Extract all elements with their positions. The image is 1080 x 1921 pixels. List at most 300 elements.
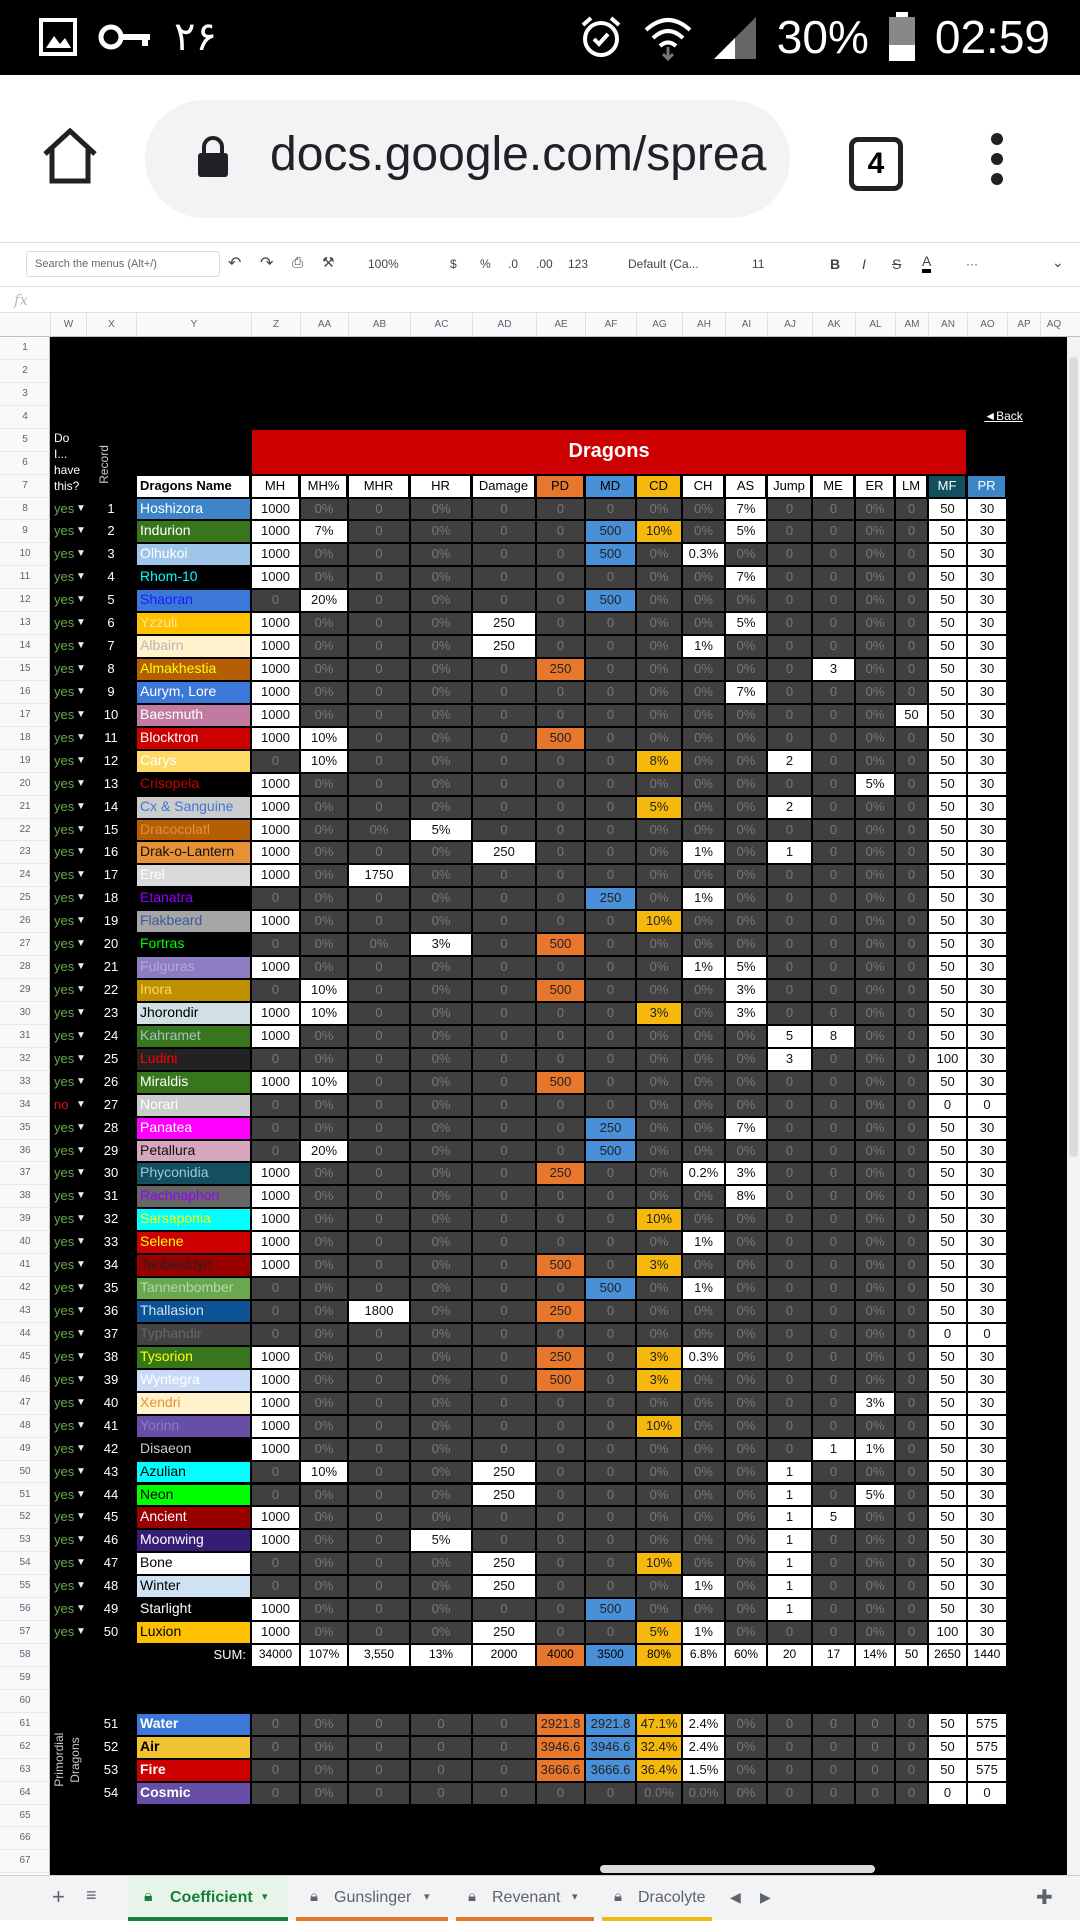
stat-cell[interactable]: 250 [473,1622,535,1643]
stat-cell[interactable]: 0% [637,636,681,657]
record-number[interactable]: 39 [103,1371,119,1387]
stat-cell[interactable]: 250 [473,636,535,657]
record-number[interactable]: 36 [103,1303,119,1319]
stat-cell[interactable]: 10% [301,980,347,1001]
dragon-name[interactable]: Flakbeard [137,911,250,932]
stat-cell[interactable]: 0% [301,1255,347,1276]
dragon-name[interactable]: Tysorion [137,1347,250,1368]
stat-cell[interactable]: 0 [968,1324,1006,1345]
stat-cell[interactable]: 30 [968,636,1006,657]
stat-cell[interactable]: 10% [637,521,681,542]
dragon-name[interactable]: Yorinn [137,1416,250,1437]
stat-cell[interactable]: 50 [929,728,966,749]
stat-cell[interactable]: 0% [856,842,894,863]
stat-cell[interactable]: 10% [301,1462,347,1483]
stat-cell[interactable]: 0% [726,1072,766,1093]
stat-cell[interactable]: 30 [968,1141,1006,1162]
stat-cell[interactable]: 0% [411,980,471,1001]
stat-cell[interactable]: 0% [301,1370,347,1391]
stat-cell[interactable]: 0% [411,1095,471,1116]
dropdown-arrow-icon[interactable]: ▼ [76,708,86,720]
back-link[interactable]: ◄Back [984,408,1023,423]
stat-cell[interactable]: 10% [301,1072,347,1093]
stat-cell[interactable]: 0% [683,613,724,634]
stat-cell[interactable]: 0% [411,1026,471,1047]
dropdown-arrow-icon[interactable]: ▼ [76,1305,86,1317]
row-header[interactable]: 60 [0,1690,50,1713]
stat-cell[interactable]: 250 [537,659,584,680]
stat-cell[interactable]: 0 [473,567,535,588]
stat-cell[interactable]: 0 [813,1255,854,1276]
stat-cell[interactable]: 0 [813,1003,854,1024]
row-header[interactable]: 43 [0,1300,50,1323]
stat-cell[interactable]: 0% [301,797,347,818]
row-header[interactable]: 6 [0,452,50,475]
stat-cell[interactable]: 0 [473,682,535,703]
stat-cell[interactable]: 50 [929,1737,966,1758]
stat-cell[interactable]: 0 [537,888,584,909]
sum-cell[interactable]: 14% [856,1645,894,1666]
stat-cell[interactable]: 0 [586,613,635,634]
stat-cell[interactable]: 1000 [252,1026,299,1047]
stat-cell[interactable]: 5% [726,957,766,978]
have-select[interactable]: no [54,1096,69,1112]
stat-cell[interactable]: 250 [473,1553,535,1574]
sum-cell[interactable]: 2000 [473,1645,535,1666]
stat-cell[interactable]: 1000 [252,820,299,841]
stat-cell[interactable]: 0% [726,751,766,772]
stat-cell[interactable]: 5% [637,797,681,818]
stat-cell[interactable]: 0 [768,521,811,542]
stat-cell[interactable]: 50 [929,521,966,542]
stat-cell[interactable]: 0 [813,1324,854,1345]
stat-cell[interactable]: 0% [301,1760,347,1781]
record-number[interactable]: 27 [103,1096,119,1112]
stat-cell[interactable]: 0% [683,774,724,795]
stat-cell[interactable]: 0 [768,567,811,588]
stat-cell[interactable]: 10% [301,751,347,772]
stat-cell[interactable]: 50 [929,842,966,863]
have-select[interactable]: yes [54,1142,75,1158]
stat-cell[interactable]: 0% [856,1209,894,1230]
row-header[interactable]: 38 [0,1185,50,1208]
stat-cell[interactable]: 0 [537,797,584,818]
spreadsheet-grid[interactable] [0,313,1080,1875]
stat-cell[interactable]: 1% [683,888,724,909]
record-number[interactable]: 5 [107,592,115,608]
record-number[interactable]: 11 [104,729,118,745]
stat-cell[interactable]: 0 [813,1576,854,1597]
stat-cell[interactable]: 10% [637,1209,681,1230]
column-label[interactable]: ME [813,476,854,497]
stat-cell[interactable]: 0 [349,1485,409,1506]
stat-cell[interactable]: 0% [856,1186,894,1207]
stat-cell[interactable]: 0% [637,1278,681,1299]
stat-cell[interactable]: 5% [637,1622,681,1643]
have-select[interactable]: yes [54,1211,75,1227]
stat-cell[interactable]: 0% [726,1049,766,1070]
stat-cell[interactable]: 0% [726,911,766,932]
row-header[interactable]: 25 [0,887,50,910]
stat-cell[interactable]: 0 [929,1783,966,1804]
stat-cell[interactable]: 0 [586,1393,635,1414]
record-number[interactable]: 29 [103,1142,119,1158]
record-number[interactable]: 15 [103,821,119,837]
stat-cell[interactable]: 0 [349,1507,409,1528]
dropdown-arrow-icon[interactable]: ▼ [76,1121,86,1133]
stat-cell[interactable]: 0% [726,1553,766,1574]
stat-cell[interactable]: 0% [856,911,894,932]
stat-cell[interactable]: 0 [349,705,409,726]
stat-cell[interactable]: 0 [813,1072,854,1093]
stat-cell[interactable]: 3% [726,980,766,1001]
row-header[interactable]: 48 [0,1415,50,1438]
dragon-name[interactable]: Phyconidia [137,1163,250,1184]
stat-cell[interactable]: 0 [537,544,584,565]
sum-cell[interactable]: 60% [726,1645,766,1666]
stat-cell[interactable]: 0 [768,705,811,726]
stat-cell[interactable]: 0 [813,1163,854,1184]
stat-cell[interactable]: 0% [637,774,681,795]
stat-cell[interactable]: 0 [768,1163,811,1184]
sum-cell[interactable]: 34000 [252,1645,299,1666]
stat-cell[interactable]: 0 [473,521,535,542]
stat-cell[interactable]: 0% [637,1599,681,1620]
row-header[interactable]: 54 [0,1552,50,1575]
record-number[interactable]: 33 [103,1234,119,1250]
stat-cell[interactable]: 0% [411,1232,471,1253]
stat-cell[interactable]: 30 [968,1439,1006,1460]
caret-down-icon[interactable]: ▾ [262,1891,268,1903]
stat-cell[interactable]: 0% [856,1232,894,1253]
stat-cell[interactable]: 0% [411,888,471,909]
dropdown-arrow-icon[interactable]: ▼ [76,938,86,950]
stat-cell[interactable]: 0 [537,1507,584,1528]
row-header[interactable]: 56 [0,1598,50,1621]
stat-cell[interactable]: 500 [537,728,584,749]
sum-cell[interactable]: 20 [768,1645,811,1666]
stat-cell[interactable]: 50 [929,613,966,634]
stat-cell[interactable]: 0 [929,1324,966,1345]
stat-cell[interactable]: 0% [349,934,409,955]
stat-cell[interactable]: 0 [813,1370,854,1391]
stat-cell[interactable]: 0 [473,1347,535,1368]
row-header[interactable]: 8 [0,498,50,521]
stat-cell[interactable]: 0% [411,1370,471,1391]
dragon-name[interactable]: Ludini [137,1049,250,1070]
have-select[interactable]: yes [54,729,75,745]
stat-cell[interactable]: 0% [726,888,766,909]
stat-cell[interactable]: 0% [411,1507,471,1528]
have-select[interactable]: yes [54,775,75,791]
stat-cell[interactable]: 7% [301,521,347,542]
stat-cell[interactable]: 0% [637,1072,681,1093]
stat-cell[interactable]: 0 [896,1255,927,1276]
stat-cell[interactable]: 0 [896,1095,927,1116]
have-select[interactable]: yes [54,1004,75,1020]
stat-cell[interactable]: 0 [349,1393,409,1414]
stat-cell[interactable]: 0 [768,613,811,634]
stat-cell[interactable]: 0% [856,751,894,772]
stat-cell[interactable]: 0% [726,1507,766,1528]
stat-cell[interactable]: 1000 [252,1255,299,1276]
stat-cell[interactable]: 0 [473,1760,535,1781]
stat-cell[interactable]: 10% [637,1553,681,1574]
stat-cell[interactable]: 0 [813,1485,854,1506]
stat-cell[interactable]: 0% [726,774,766,795]
have-select[interactable]: yes [54,1394,75,1410]
stat-cell[interactable]: 0 [929,1095,966,1116]
stat-cell[interactable]: 0% [301,1278,347,1299]
stat-cell[interactable]: 0 [813,1737,854,1758]
have-select[interactable]: yes [54,1257,75,1273]
stat-cell[interactable]: 0% [301,957,347,978]
stat-cell[interactable]: 0 [586,842,635,863]
stat-cell[interactable]: 0% [856,590,894,611]
stat-cell[interactable]: 0% [411,1553,471,1574]
stat-cell[interactable]: 0% [301,1163,347,1184]
stat-cell[interactable]: 0% [683,934,724,955]
stat-cell[interactable]: 500 [537,1255,584,1276]
stat-cell[interactable]: 0 [896,888,927,909]
dragon-name[interactable]: Norari [137,1095,250,1116]
dropdown-arrow-icon[interactable]: ▼ [76,984,86,996]
row-header[interactable]: 5 [0,429,50,452]
stat-cell[interactable]: 0% [856,865,894,886]
stat-cell[interactable]: 0% [856,820,894,841]
stat-cell[interactable]: 0% [411,567,471,588]
dragon-name[interactable]: Carys [137,751,250,772]
stat-cell[interactable]: 0% [726,1301,766,1322]
stat-cell[interactable]: 0% [683,728,724,749]
stat-cell[interactable]: 0 [537,1026,584,1047]
stat-cell[interactable]: 500 [586,1599,635,1620]
dragon-name[interactable]: Bone [137,1553,250,1574]
stat-cell[interactable]: 0% [726,1530,766,1551]
dragon-name[interactable]: Starlight [137,1599,250,1620]
stat-cell[interactable]: 0 [896,1760,927,1781]
stat-cell[interactable]: 0 [586,1209,635,1230]
sum-cell[interactable]: 2650 [929,1645,966,1666]
stat-cell[interactable]: 0 [586,1163,635,1184]
record-number[interactable]: 38 [103,1348,119,1364]
stat-cell[interactable]: 0 [768,865,811,886]
record-number[interactable]: 50 [103,1624,119,1640]
have-select[interactable]: yes [54,1027,75,1043]
stat-cell[interactable]: 0 [813,1530,854,1551]
stat-cell[interactable]: 30 [968,1530,1006,1551]
dropdown-arrow-icon[interactable]: ▼ [76,892,86,904]
dropdown-arrow-icon[interactable]: ▼ [76,1259,86,1271]
stat-cell[interactable]: 5% [411,1530,471,1551]
stat-cell[interactable]: 50 [929,567,966,588]
stat-cell[interactable]: 0 [349,1141,409,1162]
stat-cell[interactable]: 0 [896,820,927,841]
stat-cell[interactable]: 30 [968,957,1006,978]
stat-cell[interactable]: 0 [537,1622,584,1643]
stat-cell[interactable]: 1000 [252,1530,299,1551]
stat-cell[interactable]: 50 [929,1232,966,1253]
stat-cell[interactable]: 50 [929,1003,966,1024]
stat-cell[interactable]: 30 [968,613,1006,634]
stat-cell[interactable]: 0 [896,1553,927,1574]
row-header[interactable]: 26 [0,910,50,933]
stat-cell[interactable]: 0 [813,1760,854,1781]
stat-cell[interactable]: 0% [856,499,894,520]
record-number[interactable]: 10 [103,706,119,722]
stat-cell[interactable]: 0 [586,499,635,520]
stat-cell[interactable]: 0 [252,1737,299,1758]
stat-cell[interactable]: 0 [896,1737,927,1758]
record-number[interactable]: 3 [107,546,115,562]
column-header[interactable]: AF [585,313,636,337]
stat-cell[interactable]: 0% [411,1072,471,1093]
stat-cell[interactable]: 0 [813,751,854,772]
stat-cell[interactable]: 0% [301,636,347,657]
stat-cell[interactable]: 0 [349,1576,409,1597]
stat-cell[interactable]: 50 [929,865,966,886]
stat-cell[interactable]: 0% [301,1347,347,1368]
row-header[interactable]: 67 [0,1850,50,1873]
row-header[interactable]: 32 [0,1048,50,1071]
stat-cell[interactable]: 0% [301,544,347,565]
stat-cell[interactable]: 3% [411,934,471,955]
stat-cell[interactable]: 0% [856,1576,894,1597]
redo-icon[interactable]: ↷ [260,255,274,272]
column-header[interactable]: AM [895,313,928,337]
stat-cell[interactable]: 0% [411,636,471,657]
stat-cell[interactable]: 0 [586,1462,635,1483]
stat-cell[interactable]: 0% [411,499,471,520]
stat-cell[interactable]: 250 [537,1301,584,1322]
stat-cell[interactable]: 0% [726,1255,766,1276]
stat-cell[interactable]: 0 [349,842,409,863]
stat-cell[interactable]: 0% [301,1026,347,1047]
dragon-name[interactable]: Azulian [137,1462,250,1483]
stat-cell[interactable]: 10% [301,1003,347,1024]
stat-cell[interactable]: 1000 [252,499,299,520]
stat-cell[interactable]: 0 [349,911,409,932]
stat-cell[interactable]: 0 [896,1003,927,1024]
stat-cell[interactable]: 0 [586,1507,635,1528]
stat-cell[interactable]: 0% [683,1118,724,1139]
stat-cell[interactable]: 0 [768,1393,811,1414]
stat-cell[interactable]: 0% [301,613,347,634]
stat-cell[interactable]: 500 [537,980,584,1001]
stat-cell[interactable]: 0 [768,1186,811,1207]
column-label[interactable]: CH [683,476,724,497]
dragon-name[interactable]: Olhukoi [137,544,250,565]
stat-cell[interactable]: 0% [637,1507,681,1528]
stat-cell[interactable]: 0% [301,1507,347,1528]
stat-cell[interactable]: 0 [349,1416,409,1437]
stat-cell[interactable]: 500 [586,544,635,565]
stat-cell[interactable]: 0% [411,1393,471,1414]
stat-cell[interactable]: 0 [252,1278,299,1299]
stat-cell[interactable]: 0% [726,1737,766,1758]
stat-cell[interactable]: 0% [411,590,471,611]
stat-cell[interactable]: 0 [586,980,635,1001]
dropdown-arrow-icon[interactable]: ▼ [76,1511,86,1523]
stat-cell[interactable]: 575 [968,1737,1006,1758]
stat-cell[interactable]: 0% [301,1530,347,1551]
stat-cell[interactable]: 0% [349,820,409,841]
stat-cell[interactable]: 0% [856,1003,894,1024]
column-header[interactable]: AD [472,313,536,337]
stat-cell[interactable]: 0% [856,934,894,955]
dropdown-arrow-icon[interactable]: ▼ [76,663,86,675]
stat-cell[interactable]: 0% [637,1232,681,1253]
stat-cell[interactable]: 0 [813,728,854,749]
stat-cell[interactable]: 50 [929,1118,966,1139]
stat-cell[interactable]: 0 [586,1485,635,1506]
stat-cell[interactable]: 0 [349,1209,409,1230]
stat-cell[interactable]: 30 [968,820,1006,841]
stat-cell[interactable]: 0 [586,911,635,932]
bold-button[interactable]: B [830,256,841,272]
column-label[interactable]: Dragons Name [137,476,250,497]
stat-cell[interactable]: 0 [473,1416,535,1437]
stat-cell[interactable]: 0% [411,659,471,680]
stat-cell[interactable]: 0% [683,499,724,520]
stat-cell[interactable]: 5% [856,774,894,795]
stat-cell[interactable]: 0 [856,1760,894,1781]
stat-cell[interactable]: 3946.6 [537,1737,584,1758]
stat-cell[interactable]: 0 [813,797,854,818]
stat-cell[interactable]: 0% [301,1209,347,1230]
stat-cell[interactable]: 0% [856,613,894,634]
row-header[interactable]: 11 [0,566,50,589]
column-label[interactable]: MH [252,476,299,497]
stat-cell[interactable]: 0% [637,1049,681,1070]
stat-cell[interactable]: 50 [929,1599,966,1620]
stat-cell[interactable]: 30 [968,1232,1006,1253]
dropdown-arrow-icon[interactable]: ▼ [76,1557,86,1569]
stat-cell[interactable]: 50 [929,1553,966,1574]
dropdown-arrow-icon[interactable]: ▼ [76,1075,86,1087]
stat-cell[interactable]: 1000 [252,544,299,565]
stat-cell[interactable]: 0 [473,1141,535,1162]
stat-cell[interactable]: 250 [473,842,535,863]
stat-cell[interactable]: 30 [968,1209,1006,1230]
stat-cell[interactable]: 0 [586,957,635,978]
stat-cell[interactable]: 0% [301,1622,347,1643]
stat-cell[interactable]: 575 [968,1760,1006,1781]
stat-cell[interactable]: 0 [813,590,854,611]
row-header[interactable]: 47 [0,1392,50,1415]
stat-cell[interactable]: 0% [856,1416,894,1437]
stat-cell[interactable]: 0 [349,1553,409,1574]
strikethrough-button[interactable]: S [892,256,902,272]
dragon-name[interactable]: Sarsaponia [137,1209,250,1230]
stat-cell[interactable]: 1000 [252,613,299,634]
stat-cell[interactable]: 0% [411,1255,471,1276]
more-formats-button[interactable]: 123 [568,257,589,271]
stat-cell[interactable]: 0 [896,1416,927,1437]
record-number[interactable]: 18 [103,890,119,906]
dropdown-arrow-icon[interactable]: ▼ [76,571,86,583]
stat-cell[interactable]: 0% [411,797,471,818]
dragon-name[interactable]: Fortras [137,934,250,955]
have-select[interactable]: yes [54,821,75,837]
stat-cell[interactable]: 0% [683,911,724,932]
stat-cell[interactable]: 0% [856,980,894,1001]
stat-cell[interactable]: 0% [683,1393,724,1414]
stat-cell[interactable]: 32.4% [637,1737,681,1758]
stat-cell[interactable]: 0% [726,1783,766,1804]
stat-cell[interactable]: 0% [683,1186,724,1207]
stat-cell[interactable]: 0% [856,1553,894,1574]
